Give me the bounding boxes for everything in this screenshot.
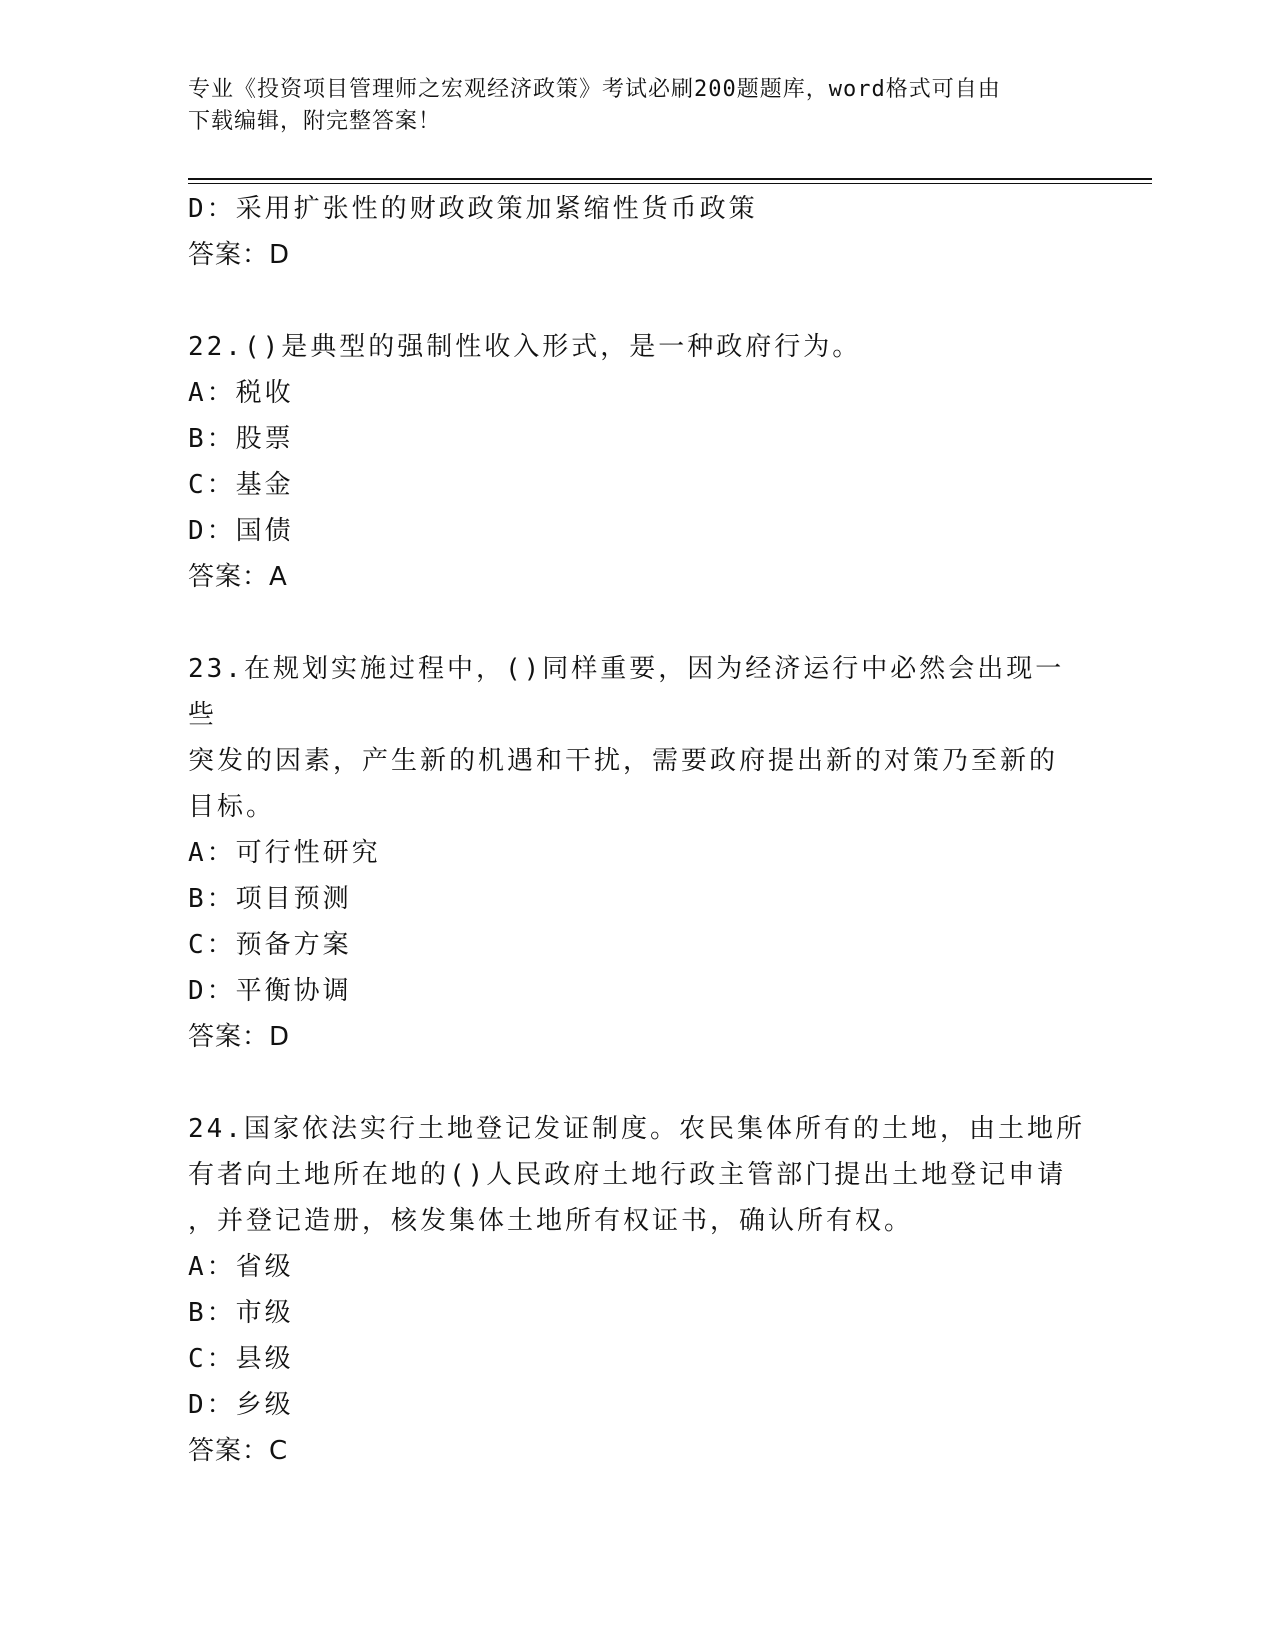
answer: 答案：D	[188, 1022, 291, 1052]
question-24	[188, 1106, 1088, 1474]
question-23	[188, 646, 1088, 1060]
question-22	[188, 324, 1088, 600]
previous-question-tail	[188, 186, 1088, 278]
question-stem: 有者向土地所在地的()人民政府土地行政主管部门提出土地登记申请	[188, 1160, 1067, 1190]
option-c: C：预备方案	[188, 930, 352, 960]
option-b: B：项目预测	[188, 884, 352, 914]
question-stem: 24.国家依法实行土地登记发证制度。农民集体所有的土地，由土地所	[188, 1114, 1085, 1144]
option-a: A：税收	[188, 378, 294, 408]
option-a: A：省级	[188, 1252, 294, 1282]
answer: 答案：D	[188, 240, 291, 270]
question-stem: 突发的因素，产生新的机遇和干扰，需要政府提出新的对策乃至新的	[188, 746, 1059, 776]
question-stem: 23.在规划实施过程中，()同样重要，因为经济运行中必然会出现一些	[188, 654, 1065, 730]
question-stem: 22.()是典型的强制性收入形式，是一种政府行为。	[188, 332, 862, 362]
answer: 答案：C	[188, 1436, 289, 1466]
option-d: D：乡级	[188, 1390, 294, 1420]
option-c: C：基金	[188, 470, 294, 500]
option-d: D：国债	[188, 516, 294, 546]
document-body	[188, 186, 1088, 1474]
option-d: D：采用扩张性的财政政策加紧缩性货币政策	[188, 194, 758, 224]
option-b: B：股票	[188, 424, 294, 454]
option-d: D：平衡协调	[188, 976, 352, 1006]
option-a: A：可行性研究	[188, 838, 381, 868]
page-header	[188, 74, 1088, 138]
option-b: B：市级	[188, 1298, 294, 1328]
answer: 答案：A	[188, 562, 288, 592]
header-line-2: 下载编辑，附完整答案！	[188, 109, 442, 134]
header-line-1: 专业《投资项目管理师之宏观经济政策》考试必刷200题题库，word格式可自由	[188, 77, 1001, 102]
header-divider	[188, 178, 1152, 184]
question-stem: 目标。	[188, 792, 276, 822]
option-c: C：县级	[188, 1344, 294, 1374]
question-stem: ，并登记造册，核发集体土地所有权证书，确认所有权。	[188, 1206, 914, 1236]
